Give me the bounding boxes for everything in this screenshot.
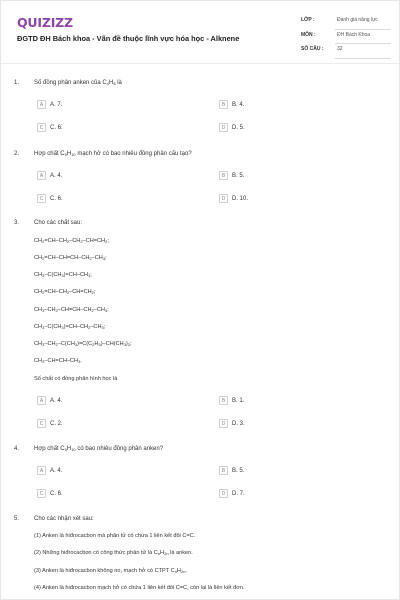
option-letter-box: A [37, 171, 46, 180]
question-line: (3) Anken là hiđrocacbon không no, mạch hở có CTPT $C_nH_{2n}$. [34, 568, 187, 574]
option-text: A. 7. [50, 101, 63, 108]
option-letter-box: C [37, 489, 46, 498]
option-letter-box: C [37, 419, 46, 428]
meta-label: LỚP : [301, 17, 315, 23]
meta-value: ĐH Bách Khoa [337, 31, 371, 38]
meta-value: 32 [337, 46, 343, 52]
question-line: $CH_2=CH-CH_2-CH_2-CH=CH_2$; [34, 238, 109, 244]
meta-label: SỐ CÂU : [301, 46, 324, 52]
option-letter-box: C [37, 123, 46, 132]
option-letter-box: A [37, 100, 46, 109]
meta-underline [335, 58, 391, 59]
option-text: D. 5. [232, 124, 245, 131]
meta-label: MÔN : [301, 31, 316, 38]
option-letter-box: B [219, 100, 228, 109]
meta-row-class [301, 16, 391, 31]
question-number: 3. [14, 220, 20, 226]
option-text: B. 1. [232, 397, 245, 404]
question-text: Hợp chất $C_5H_{10}$ mạch hở có bao nhiêu đồng phân cấu tạo? [34, 151, 192, 157]
question-text: Cho các nhận xét sau: [34, 516, 94, 522]
option-letter-box: B [219, 466, 228, 475]
question-text: Số đồng phân anken của $C_4H_8$ là [34, 80, 122, 86]
question-number: 1. [14, 80, 20, 86]
meta-value: Đánh giá năng lực [337, 17, 378, 23]
option-letter-box: B [219, 396, 228, 405]
question-number: 5. [14, 516, 20, 522]
option-text: C. 6. [50, 124, 63, 131]
meta-row-subject [301, 31, 391, 46]
option-text: C. 6. [50, 490, 63, 497]
option-text: C. 2. [50, 420, 63, 427]
quizizz-logo: QUIZIZZ [17, 15, 73, 30]
question-line: (2) Những hiđrocacbon có công thức phân tử là $C_nH_{2n}$ là anken. [34, 550, 193, 556]
question-number: 4. [14, 446, 20, 452]
option-text: D. 7. [232, 490, 245, 497]
option-letter-box: A [37, 396, 46, 405]
question-line: Số chất có đồng phân hình học là [34, 376, 118, 382]
question-line: $CH_3-CH=CH-CH_3$. [34, 358, 82, 364]
question-line: $CH_3-CH_2-C(CH_3)=C(C_2H_5)-CH(CH_3)_2$; [34, 341, 132, 347]
question-text: Cho các chất sau: [34, 220, 83, 226]
meta-underline [335, 29, 391, 30]
question-line: (4) Anken là hiđrocacbon mạch hở có chứa 1 liên kết đôi C=C, còn lại là liên kết đơn. [34, 585, 245, 591]
option-letter-box: A [37, 466, 46, 475]
question-line: $CH_3-C(CH_3)=CH-CH_3$; [34, 272, 92, 278]
option-text: C. 6. [50, 195, 63, 202]
option-letter-box: D [219, 194, 228, 203]
option-text: A. 4. [50, 172, 63, 179]
meta-panel [301, 16, 391, 60]
meta-row-question-count [301, 45, 391, 60]
option-letter-box: B [219, 171, 228, 180]
option-text: B. 5. [232, 172, 245, 179]
option-text: D. 10. [232, 195, 249, 202]
option-text: A. 4. [50, 397, 63, 404]
option-letter-box: D [219, 489, 228, 498]
question-number: 2. [14, 151, 20, 157]
meta-underline [335, 43, 391, 44]
question-line: $CH_2=CH-CH=CH-CH_2-CH_3$; [34, 255, 107, 261]
question-line: $CH_2=CH-CH_2-CH=CH_2$; [34, 289, 96, 295]
question-line: (1) Anken là hiđrocacbon mà phân tử có chứa 1 liên kết đôi C=C. [34, 533, 196, 539]
option-text: B. 5. [232, 467, 245, 474]
page-title: ĐGTD ĐH Bách khoa - Vấn đề thuộc lĩnh vực hóa học - Alknene [17, 34, 240, 43]
option-letter-box: D [219, 123, 228, 132]
option-letter-box: C [37, 194, 46, 203]
option-text: D. 3. [232, 420, 245, 427]
option-letter-box: D [219, 419, 228, 428]
option-text: B. 4. [232, 101, 245, 108]
question-line: $CH_3-C(CH_3)=CH-CH_2-CH_3$; [34, 324, 106, 330]
question-line: $CH_3-CH_2-CH=CH-CH_2-CH_3$; [34, 307, 109, 313]
question-text: Hợp chất $C_5H_{10}$ có bao nhiêu đồng phân anken? [34, 446, 164, 452]
header-divider [1, 63, 399, 64]
option-text: A. 4. [50, 467, 63, 474]
